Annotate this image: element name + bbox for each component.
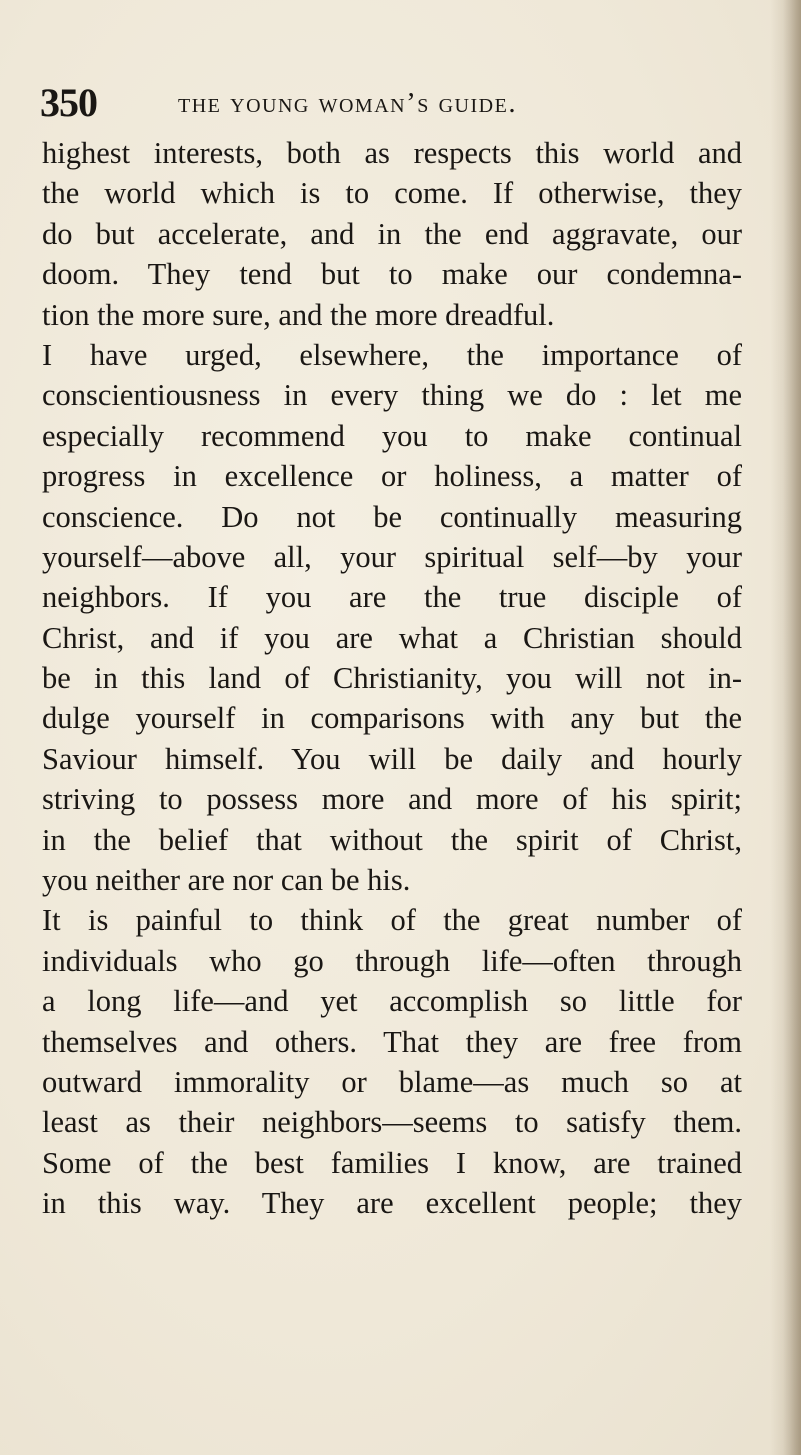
text-line: progress in excellence or holiness, a matter of <box>42 459 742 494</box>
text-line: highest interests, both as respects this world and <box>42 136 742 170</box>
page-number: 350 <box>40 80 97 125</box>
text-line: Saviour himself. You will be daily and hourly <box>42 741 742 776</box>
running-title: the young woman’s guide. <box>178 87 518 119</box>
text-line: the world which is to come. If otherwise, they <box>42 176 742 211</box>
page-header <box>40 78 780 128</box>
text-line: Christ, and if you are what a Christian should <box>42 620 742 655</box>
text-line: striving to possess more and more of his spirit; <box>42 782 742 817</box>
text-line: neighbors. If you are the true disciple of <box>42 580 742 615</box>
text-line: least as their neighbors—seems to satisfy them. <box>42 1105 742 1140</box>
text-line: a long life—and yet accomplish so little for <box>42 984 742 1019</box>
text-line: be in this land of Christianity, you will not in- <box>42 661 742 696</box>
text-line: dulge yourself in comparisons with any but the <box>42 701 742 736</box>
page-edge-shadow <box>783 0 801 1455</box>
text-line: conscience. Do not be continually measuring <box>42 499 742 534</box>
text-line: Some of the best families I know, are trained <box>42 1145 742 1180</box>
text-line: in this way. They are excellent people; they <box>42 1186 742 1221</box>
text-line: doom. They tend but to make our condemna- <box>42 257 742 292</box>
text-line: themselves and others. That they are free from <box>42 1024 742 1059</box>
text-line: outward immorality or blame—as much so at <box>42 1064 742 1099</box>
text-line: you neither are nor can be his. <box>42 863 411 898</box>
text-line: in the belief that without the spirit of Christ, <box>42 822 742 857</box>
text-line: I have urged, elsewhere, the importance of <box>42 337 742 372</box>
text-line: yourself—above all, your spiritual self—by your <box>42 539 742 574</box>
text-line: tion the more sure, and the more dreadful. <box>42 297 555 332</box>
text-line: do but accelerate, and in the end aggravate, our <box>42 216 742 251</box>
body-text <box>42 133 742 1224</box>
text-line: especially recommend you to make continual <box>42 418 742 453</box>
text-line: individuals who go through life—often through <box>42 943 742 978</box>
text-line: conscientiousness in every thing we do : let me <box>42 378 742 413</box>
text-line: It is painful to think of the great number of <box>42 903 742 938</box>
